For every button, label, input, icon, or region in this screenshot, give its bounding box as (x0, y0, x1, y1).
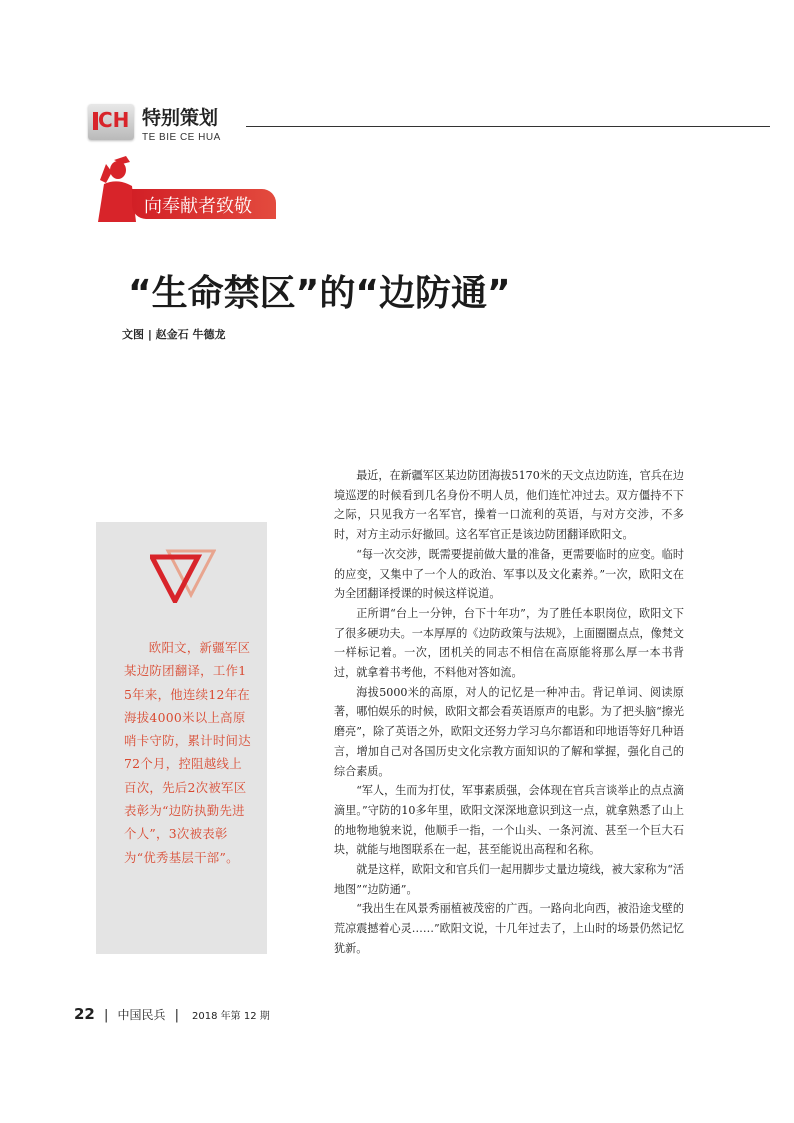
header-rule (246, 126, 770, 127)
page-number: 22 (74, 1005, 95, 1023)
sidebar-text: 欧阳文，新疆军区某边防团翻译，工作15年来，他连续12年在海拔4000米以上高原哨卡守防，累计时间达72个月，控阻越线上百次，先后2次被军区表彰为“边防执勤先进个人”，3次被表彰为“优秀基层干部”。 (124, 640, 251, 865)
section-ribbon (132, 189, 276, 219)
column-title: 特别策划 (142, 107, 219, 129)
paragraph: 就是这样，欧阳文和官兵们一起用脚步丈量边境线，被大家称为“活地图”“边防通”。 (334, 863, 684, 896)
soldier-salute-icon (92, 150, 138, 222)
column-pinyin: TE BIE CE HUA (142, 132, 221, 143)
paragraph: 最近，在新疆军区某边防团海拔5170米的天文点边防连，官兵在边境巡逻的时候看到几名身份不明人员，他们连忙冲过去。双方僵持不下之际，只见我方一名军官，操着一口流利的英语，与对方交涉，不多时，对方主动示好撤回。这名军官正是该边防团翻译欧阳文。 (334, 469, 684, 542)
paragraph: “每一次交涉，既需要提前做大量的准备，更需要临时的应变。临时的应变，又集中了一个人的政治、军事以及文化素养。”一次，欧阳文在为全团翻译授课的时候这样说道。 (334, 547, 684, 601)
footer-divider: | (174, 1008, 179, 1023)
paragraph: “我出生在风景秀丽植被茂密的广西。一路向北向西，被沿途戈壁的荒凉震撼着心灵……”欧阳文说，十几年过去了，上山时的场景仍然记忆犹新。 (334, 902, 684, 955)
paragraph: 正所谓“台上一分钟，台下十年功”，为了胜任本职岗位，欧阳文下了很多硬功夫。一本厚厚的《边防政策与法规》，上面圈圈点点，像梵文一样标记着。一次，团机关的同志不相信在高原能将那么厚一本书背过，就拿着书考他，不料他对答如流。 (334, 606, 684, 680)
column-badge-text: CH (98, 108, 130, 132)
article-byline: 文图 | 赵金石 牛德龙 (122, 328, 226, 341)
section-ribbon-label: 向奉献者致敬 (144, 196, 252, 217)
magazine-name: 中国民兵 (117, 1008, 166, 1022)
paragraph: “军人，生而为打仗，军事素质强，会体现在官兵言谈举止的点点滴滴里。”守防的10多年里，欧阳文深深地意识到这一点，就拿熟悉了山上的地物地貌来说，他顺手一指，一个山头、一条河流、甚至一个巨大石块，就能与地图联系在一起，甚至能说出高程和名称。 (334, 784, 684, 857)
triangle-logo-icon (150, 547, 216, 603)
footer-divider: | (103, 1008, 109, 1023)
article-body (334, 466, 684, 959)
article-title: “生命禁区”的“边防通” (128, 273, 511, 314)
page-footer (74, 1004, 270, 1023)
paragraph: 海拔5000米的高原，对人的记忆是一种冲击。背记单词、阅读原著，哪怕娱乐的时候，欧阳文都会看英语原声的电影。为了把头脑“擦光磨亮”，除了英语之外，欧阳文还努力学习乌尔都语和印地语等好几种语言，增加自己对各国历史文化宗教方面知识的了解和掌握，强化自己的综合素质。 (334, 685, 684, 778)
issue-number: 2018 年第 12 期 (192, 1011, 270, 1022)
